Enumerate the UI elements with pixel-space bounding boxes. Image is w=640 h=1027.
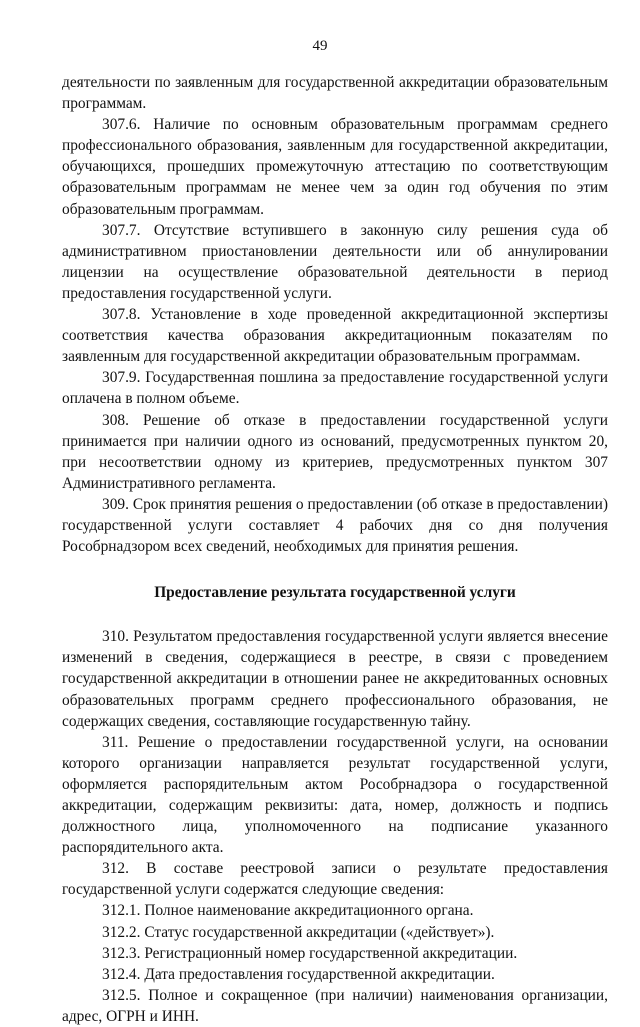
paragraph-308: 308. Решение об отказе в предоставлении государственной услуги принимается при наличии одного из оснований, предусмотренных пунктом 20, при несоответствии одному из критериев, предусмотренных пунктом 307 Административного регламента. [62,411,608,492]
paragraph-312: 312. В составе реестровой записи о результате предоставления государственной услуги содержатся следующие сведения: [62,860,608,899]
paragraph-310: 310. Результатом предоставления государственной услуги является внесение изменений в сведения, содержащиеся в реестре, в связи с проведением государственной аккредитации в отношении ранее не аккредитованных основных образовательных программ среднего профессионального образования, не содержащих сведения, составляющие государственную тайну. [62,628,608,730]
paragraph-312-2: 312.2. Статус государственной аккредитации («действует»). [102,923,495,941]
paragraph-312-1: 312.1. Полное наименование аккредитационного органа. [102,902,474,920]
paragraph-continuation: деятельности по заявленным для государственной аккредитации образовательным программам. [62,74,608,113]
paragraph-307-7: 307.7. Отсутствие вступившего в законную силу решения суда об административном приостановлении деятельности или об аннулировании лицензии на осуществление образовательной деятельности в период предоставления государственной услуги. [62,221,608,302]
page-number: 49 [312,38,328,54]
paragraph-312-4: 312.4. Дата предоставления государственной аккредитации. [102,965,495,983]
paragraph-307-6: 307.6. Наличие по основным образовательным программам среднего профессионального образования, заявленным для государственной аккредитации, обучающихся, прошедших промежуточную аттестацию по соответствующим образовательным программам не менее чем за один год обучения по этим образовательным программам. [62,116,608,218]
paragraph-307-9: 307.9. Государственная пошлина за предоставление государственной услуги оплачена в полном объеме. [62,369,608,408]
paragraph-309: 309. Срок принятия решения о предоставлении (об отказе в предоставлении) государственной услуги составляет 4 рабочих дня со дня получения Рособрнадзором всех сведений, необходимых для принятия решения. [62,495,608,556]
document-body [62,72,608,1027]
paragraph-311: 311. Решение о предоставлении государственной услуги, на основании которого организации направляется результат государственной услуги, оформляется распорядительным актом Рособрнадзора о государственной аккредитации, содержащим реквизиты: дата, номер, должность и подпись должностного лица, уполномоченного на подписание указанного распорядительного акта. [62,733,608,857]
paragraph-312-3: 312.3. Регистрационный номер государственной аккредитации. [102,944,518,962]
paragraph-307-8: 307.8. Установление в ходе проведенной аккредитационной экспертизы соответствия качества образования аккредитационным показателям по заявленным для государственной аккредитации образовательным программам. [62,306,608,366]
section-heading: Предоставление результата государственной услуги [154,584,516,602]
paragraph-312-5: 312.5. Полное и сокращенное (при наличии) наименования организации, адрес, ОГРН и ИНН. [62,986,608,1025]
